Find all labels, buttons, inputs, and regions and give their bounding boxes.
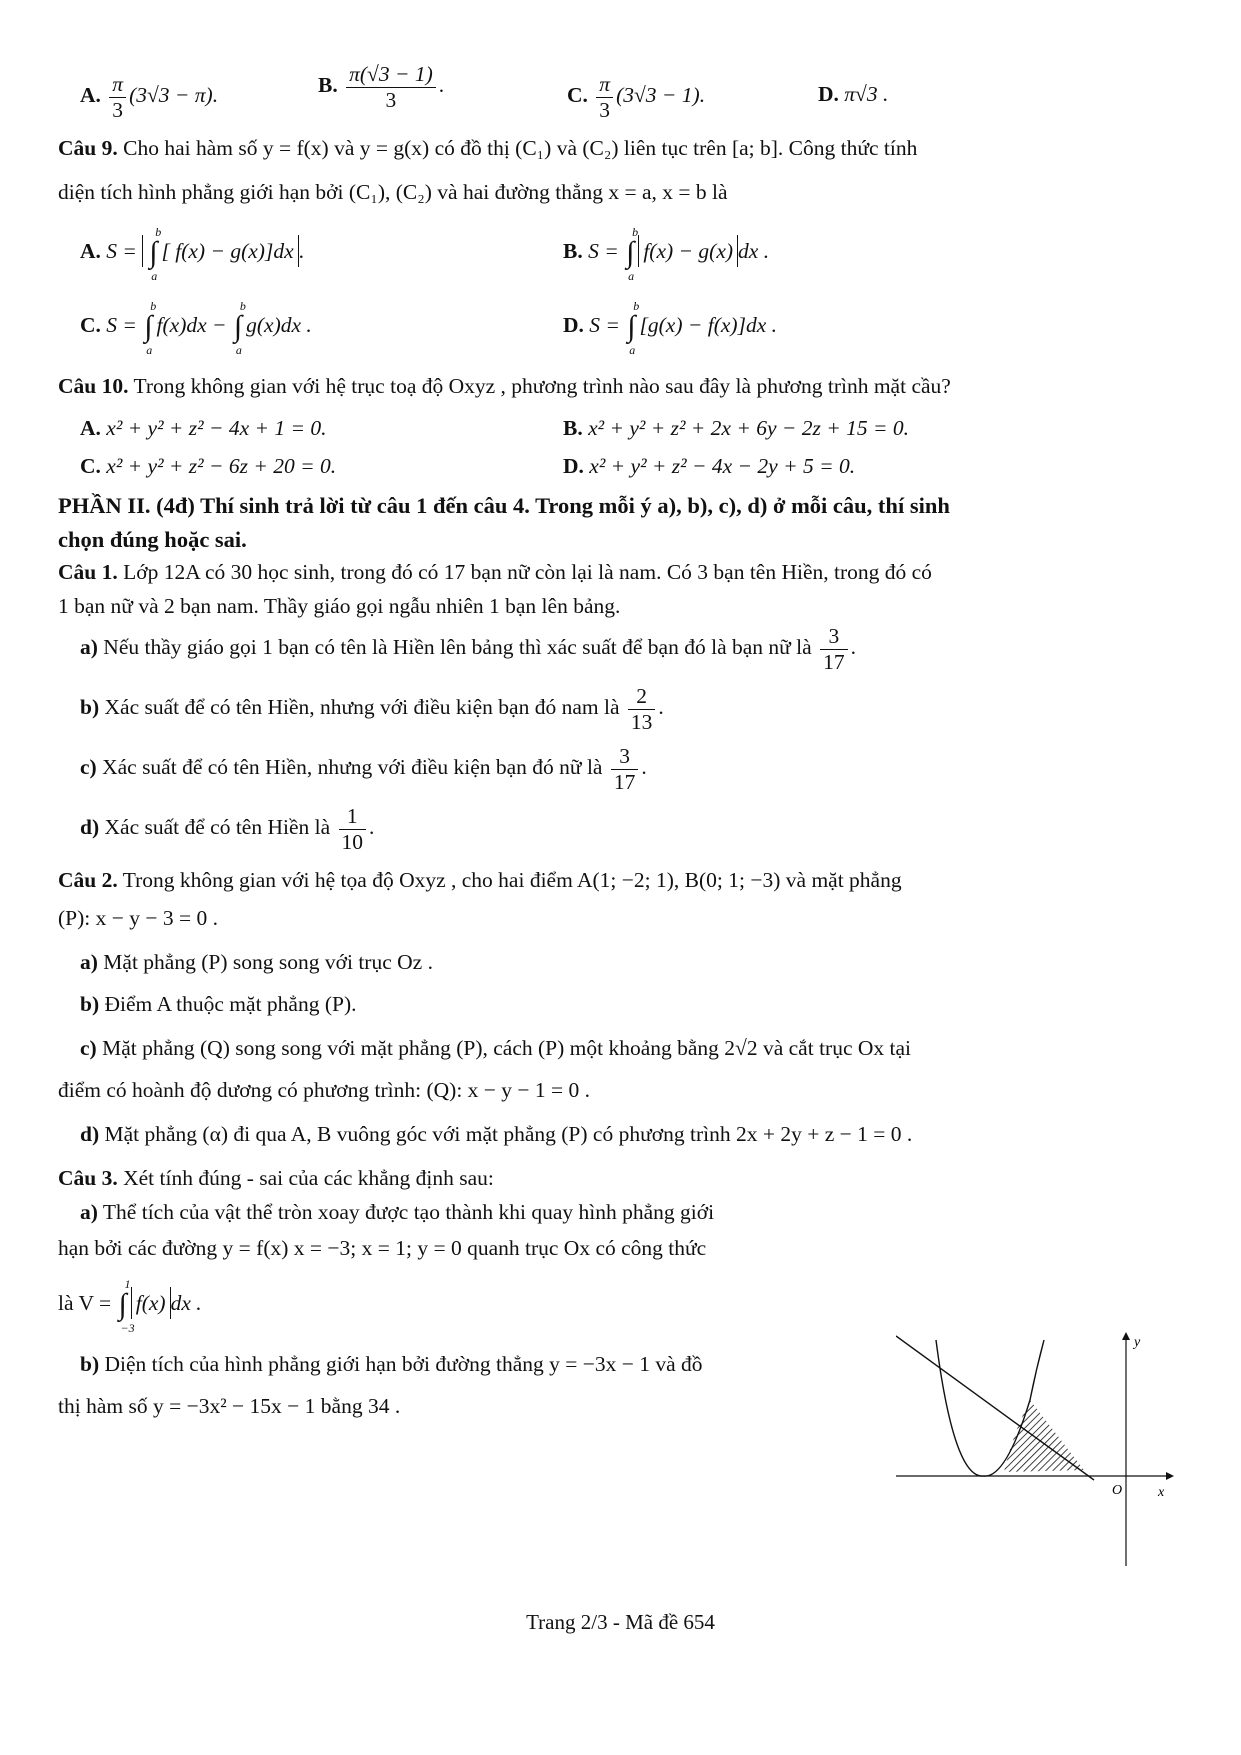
part2-heading: PHẦN II. (4đ) Thí sinh trả lời từ câu 1 đến câu 4. Trong mỗi ý a), b), c), d) ở mỗi câu, thí sinh bbox=[58, 493, 950, 518]
p2q3-b: b) Diện tích của hình phẳng giới hạn bởi đường thẳng y = −3x − 1 và đồ bbox=[80, 1352, 703, 1376]
q10-option-a: A. x² + y² + z² − 4x + 1 = 0. bbox=[80, 416, 327, 440]
p2q3-question: Câu 3. Xét tính đúng - sai của các khẳng định sau: bbox=[58, 1166, 494, 1190]
origin-label: O bbox=[1112, 1483, 1123, 1498]
q10-option-b: B. x² + y² + z² + 2x + 6y − 2z + 15 = 0. bbox=[563, 416, 910, 440]
y-axis-label: y bbox=[1134, 1335, 1141, 1350]
q10-option-c: C. x² + y² + z² − 6z + 20 = 0. bbox=[80, 454, 337, 478]
p2q2-c-cont: điểm có hoành độ dương có phương trình: (Q): x − y − 1 = 0 . bbox=[58, 1078, 591, 1102]
p2q2-a: a) Mặt phẳng (P) song song với trục Oz . bbox=[80, 950, 433, 974]
p2q1-line1: Câu 1. Lớp 12A có 30 học sinh, trong đó có 17 bạn nữ còn lại là nam. Có 3 bạn tên Hiền, trong đó có bbox=[58, 560, 932, 584]
q8-option-d: D. π√3 . bbox=[818, 82, 889, 106]
p2q1-b: b) Xác suất để có tên Hiền, nhưng với điều kiện bạn đó nam là $\frac{2}{13}$ . bbox=[80, 684, 664, 734]
p2q3-a-formula: là V = ∫ 1 −3 f(x) dx . bbox=[58, 1277, 202, 1335]
q9-option-c: C. S = ∫ b a f(x)dx − ∫ b a g(x)dx . bbox=[80, 299, 312, 357]
x-axis-label: x bbox=[1158, 1485, 1165, 1500]
q8-option-b: B. $\frac{\pi(√3 - 1)}{3}$ . bbox=[318, 62, 445, 112]
page-footer: Trang 2/3 - Mã đề 654 bbox=[526, 1610, 715, 1634]
p2q1-c: c) Xác suất để có tên Hiền, nhưng với điều kiện bạn đó nữ là $\frac{3}{17}$ . bbox=[80, 744, 647, 794]
p2q3-b-cont: thị hàm số y = −3x² − 15x − 1 bằng 34 . bbox=[58, 1394, 401, 1418]
p2q1-a: a) Nếu thầy giáo gọi 1 bạn có tên là Hiền lên bảng thì xác suất để bạn đó là bạn nữ là $\frac{3}{17}$ . bbox=[80, 624, 856, 674]
p2q2-d: d) Mặt phẳng (α) đi qua A, B vuông góc với mặt phẳng (P) có phương trình 2x + 2y + z − 1 = 0 . bbox=[80, 1122, 913, 1146]
p2q1-d: d) Xác suất để có tên Hiền là $\frac{1}{10}$ . bbox=[80, 804, 375, 854]
q8-option-a: A. $\frac{\pi}{3}$ (3√3 − π). bbox=[80, 72, 219, 122]
y-axis-arrow-icon bbox=[1122, 1332, 1130, 1340]
p2q2-line2: (P): x − y − 3 = 0 . bbox=[58, 906, 219, 930]
q10-option-d: D. x² + y² + z² − 4x − 2y + 5 = 0. bbox=[563, 454, 856, 478]
shaded-region bbox=[1004, 1400, 1084, 1472]
p2q2-b: b) Điểm A thuộc mặt phẳng (P). bbox=[80, 992, 357, 1016]
q8-option-c: C. $\frac{\pi}{3}$ (3√3 − 1). bbox=[567, 72, 706, 122]
part2-heading-cont: chọn đúng hoặc sai. bbox=[58, 527, 247, 552]
q9-option-d: D. S = ∫ b a [g(x) − f(x)]dx . bbox=[563, 299, 777, 357]
q10-question: Câu 10. Trong không gian với hệ trục toạ độ Oxyz , phương trình nào sau đây là phương trình mặt cầu? bbox=[58, 374, 951, 398]
p2q2-line1: Câu 2. Trong không gian với hệ tọa độ Oxyz , cho hai điểm A(1; −2; 1), B(0; 1; −3) và mặt phẳng bbox=[58, 868, 902, 892]
function-graph bbox=[896, 1330, 1196, 1570]
x-axis-arrow-icon bbox=[1166, 1472, 1174, 1480]
straight-line bbox=[896, 1336, 1094, 1480]
p2q3-a: a) Thể tích của vật thể tròn xoay được tạo thành khi quay hình phẳng giới bbox=[80, 1200, 715, 1224]
p2q1-line2: 1 bạn nữ và 2 bạn nam. Thầy giáo gọi ngẫu nhiên 1 bạn lên bảng. bbox=[58, 594, 621, 618]
q9-line2: diện tích hình phẳng giới hạn bởi (C₁), (C₂) và hai đường thẳng x = a, x = b là bbox=[58, 180, 728, 204]
q9-option-b: B. S = ∫ b a f(x) − g(x) dx . bbox=[563, 225, 770, 283]
p2q3-a-cont: hạn bởi các đường y = f(x) x = −3; x = 1; y = 0 quanh trục Ox có công thức bbox=[58, 1236, 707, 1260]
q9-option-a: A. S = ∫ b a [ f(x) − g(x)]dx . bbox=[80, 225, 304, 283]
q9-line1: Câu 9. Cho hai hàm số y = f(x) và y = g(x) có đồ thị (C₁) và (C₂) liên tục trên [a; b]. Công thức tính bbox=[58, 136, 918, 160]
p2q2-c: c) Mặt phẳng (Q) song song với mặt phẳng (P), cách (P) một khoảng bằng 2√2 và cắt trục Ox tại bbox=[80, 1036, 912, 1060]
